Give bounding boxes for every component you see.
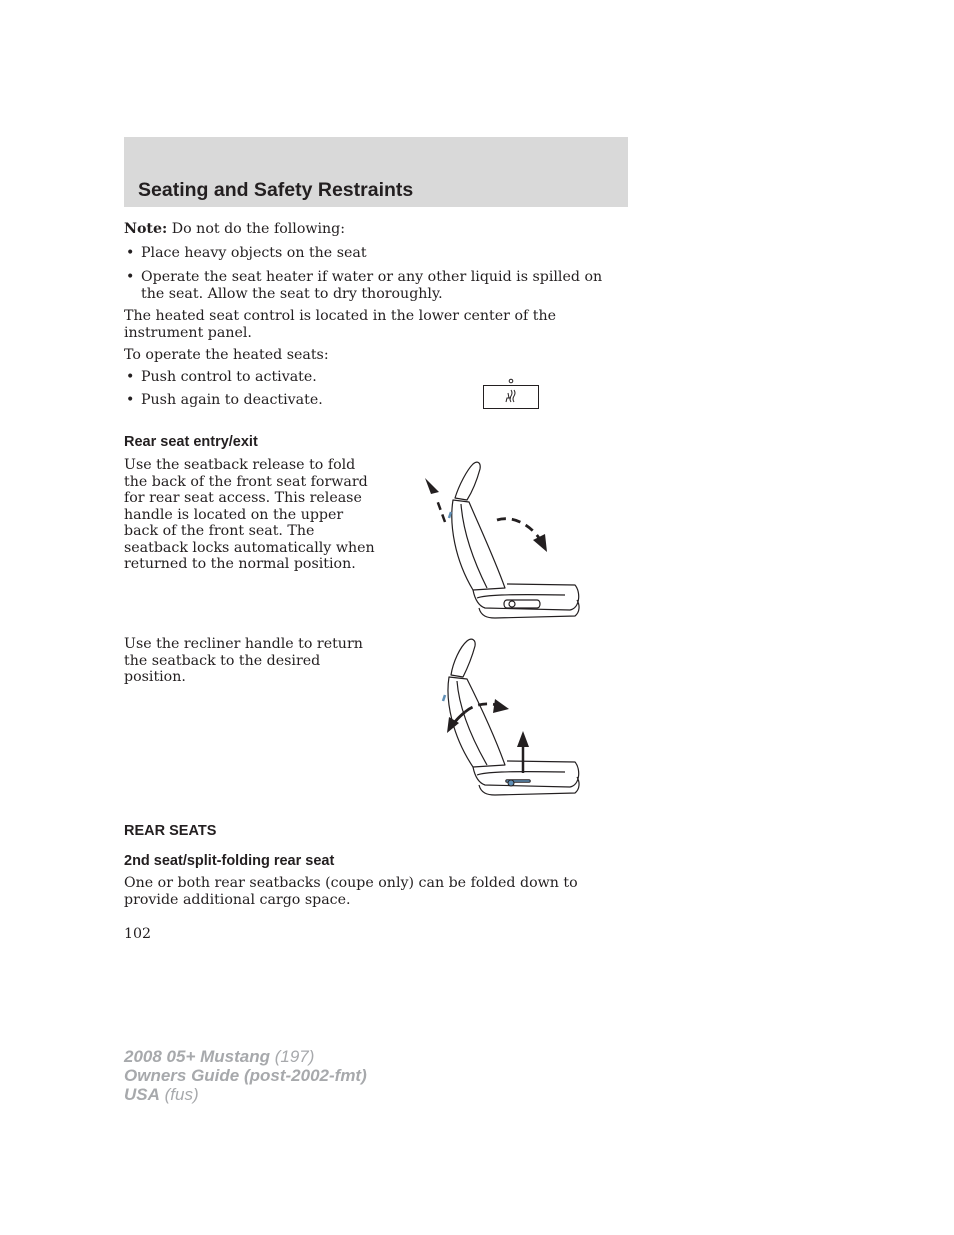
rear-seats-paragraph: One or both rear seatbacks (coupe only) can be folded down to provide additional cargo space. (124, 875, 578, 908)
bullet-text: Place heavy objects on the seat (141, 245, 367, 261)
recliner-paragraph: Use the recliner handle to return the seatback to the desired position. (124, 636, 363, 685)
bullet-dot: • (126, 392, 135, 408)
operate-bullet-2 (124, 392, 424, 409)
heated-location-paragraph: The heated seat control is located in the lower center of the instrument panel. (124, 308, 556, 341)
note-bullet-2 (124, 269, 614, 302)
split-folding-subheading: 2nd seat/split-folding rear seat (124, 853, 335, 869)
note-bullet-1 (124, 245, 614, 262)
page-number: 102 (124, 926, 152, 942)
section-header-band (124, 137, 628, 207)
recliner-illustration (415, 637, 590, 802)
operate-intro: To operate the heated seats: (124, 347, 329, 363)
bullet-text: Operate the seat heater if water or any other liquid is spilled on the seat. Allow the seat to dry thoroughly. (141, 269, 603, 302)
rear-entry-paragraph: Use the seatback release to fold the back of the front seat forward for rear seat access. This release handle is located on the upper back of the front seat. The seatback locks automatically when returned to the normal position. (124, 457, 375, 572)
note-text: Do not do the following: (167, 221, 346, 237)
rear-seats-heading: REAR SEATS (124, 823, 217, 839)
footer-market: USA (124, 1085, 160, 1104)
heated-seat-icon (480, 376, 542, 412)
bullet-dot: • (126, 245, 135, 261)
footer-model: 2008 05+ Mustang (124, 1047, 270, 1066)
footer-model-code: (197) (270, 1047, 315, 1066)
note-label: Note: (124, 221, 168, 237)
footer-line-1 (124, 1047, 314, 1066)
footer-line-2 (124, 1066, 367, 1085)
bullet-text: Push control to activate. (141, 369, 317, 385)
note-paragraph (124, 221, 345, 238)
footer-guide: Owners Guide (post-2002-fmt) (124, 1066, 367, 1085)
footer-market-code: (fus) (159, 1085, 199, 1104)
rear-entry-heading: Rear seat entry/exit (124, 434, 258, 450)
bullet-text: Push again to deactivate. (141, 392, 323, 408)
bullet-dot: • (126, 369, 135, 385)
seatback-release-illustration (415, 460, 590, 625)
bullet-dot: • (126, 269, 135, 285)
operate-bullet-1 (124, 369, 424, 386)
section-title: Seating and Safety Restraints (138, 179, 414, 201)
footer-line-3 (124, 1085, 199, 1104)
